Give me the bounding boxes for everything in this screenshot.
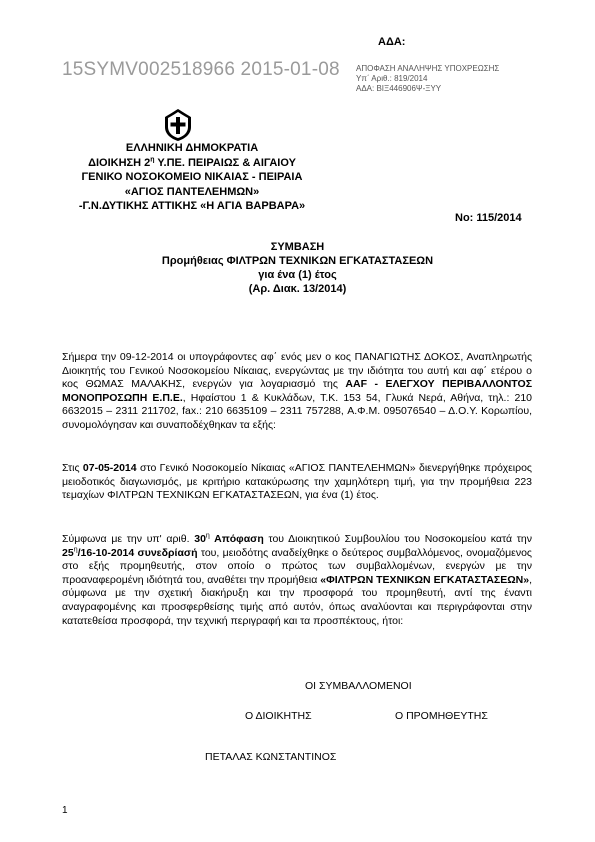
ada-info-block	[356, 64, 499, 94]
header-line: ΕΛΛΗΝΙΚΗ ΔΗΜΟΚΡΑΤΙΑ	[125, 142, 259, 154]
supplier-label: Ο ΠΡΟΜΗΘΕΥΤΗΣ	[395, 710, 488, 722]
page-number: 1	[62, 805, 68, 816]
contracting-parties-label: ΟΙ ΣΥΜΒΑΛΛΟΜΕΝΟΙ	[305, 680, 412, 692]
ada-info-line: Υπ΄ Αριθ.: 819/2014	[356, 74, 428, 83]
contract-title	[0, 240, 595, 296]
ada-label: ΑΔΑ:	[378, 36, 406, 48]
title-line: ΣΥΜΒΑΣΗ	[270, 241, 325, 253]
ada-info-line: ΑΔΑ: ΒΙΞ446906Ψ-ΞΥΥ	[356, 84, 442, 93]
paragraph-parties: Σήμερα την 09-12-2014 οι υπογράφοντες αφ΄ ενός μεν ο κος ΠΑΝΑΓΙΩΤΗΣ ΔΟΚΟΣ, Αναπληρωτής Διοικητής του Γενικού Νοσοκομείου Νίκαιας, ενεργώντας με την ιδιότητα του αυτή και αφ΄ ετέρου ο κος ΘΩΜΑΣ ΜΑΛΑΚΗΣ, ενεργών για λογαριασμό της AAF - ΕΛΕΓΧΟΥ ΠΕΡΙΒΑΛΛΟΝΤΟΣ ΜΟΝΟΠΡΟΣΩΠΗ Ε.Π.Ε., Ηφαίστου 1 & Κυκλάδων, Τ.Κ. 153 54, Γλυκά Νερά, Αθήνα, τηλ.: 210 6632015 – 2311 211702, fax.: 210 6635109 – 2311 757288, Α.Φ.Μ. 095076540 – Δ.Ο.Υ. Κορωπίου, συνομολόγησαν και συναποδέχθηκαν τα εξής:	[62, 351, 533, 431]
title-line: Προμήθειας ΦΙΛΤΡΩΝ ΤΕΧΝΙΚΩΝ ΕΓΚΑΤΑΣΤΑΣΕΩΝ	[161, 255, 434, 267]
director-name: ΠΕΤΑΛΑΣ ΚΩΝΣΤΑΝΤΙΝΟΣ	[205, 751, 337, 763]
title-line: για ένα (1) έτος	[258, 269, 337, 281]
header-line: ΓΕΝΙΚΟ ΝΟΣΟΚΟΜΕΙΟ ΝΙΚΑΙΑΣ - ΠΕΙΡΑΙΑ	[81, 171, 303, 183]
paragraph-award: Σύμφωνα με την υπ' αριθ. $30^\eta$ Απόφαση του Διοικητικού Συμβουλίου του Νοσοκομείου κατά την $25^\eta/16-10-2014$ συνεδρίασή του, μειοδότης αναδείχθηκε ο δεύτερος συμβαλλόμενος, ονομαζόμενος στο εξής προμηθευτής, στον οποίο ο πρώτος των συμβαλλομένων, ενεργών με την προαναφερομένη ιδιότητά του, αναθέτει την προμήθεια «ΦΙΛΤΡΩΝ ΤΕΧΝΙΚΩΝ ΕΓΚΑΤΑΣΤΑΣΕΩΝ», σύμφωνα με την σχετική διακήρυξη και την προσφορά του προμηθευτή, αντί της έναντι αναγραφομένης και προσφερθείσης τιμής από αυτόν, όπως αναλύονται και περιγράφονται στην κατατεθείσα προσφορά, την τεχνική περιγραφή και τα προσπέκτους, ήτοι:	[62, 532, 532, 627]
header-line: «ΑΓΙΟΣ ΠΑΝΤΕΛΕΗΜΩΝ»	[124, 185, 260, 198]
header-line: -Γ.Ν.ΔΥΤΙΚΗΣ ΑΤΤΙΚΗΣ «Η ΑΓΙΑ ΒΑΡΒΑΡΑ»	[78, 200, 306, 212]
issuer-header	[62, 141, 322, 214]
title-line: (Αρ. Διακ. 13/2014)	[248, 283, 347, 295]
paragraph-tender: Στις 07-05-2014 στο Γενικό Νοσοκομείο Νίκαιας «ΑΓΙΟΣ ΠΑΝΤΕΛΕΗΜΩΝ» διενεργήθηκε πρόχειρος μειοδοτικός διαγωνισμός, με κριτήριο κατακύρωσης την χαμηλότερη τιμή, για την προμήθεια 223 τεμαχίων ΦΙΛΤΡΩΝ ΤΕΧΝΙΚΩΝ ΕΓΚΑΤΑΣΤΑΣΕΩΝ, για ένα (1) έτος.	[62, 462, 532, 502]
ada-info-line: ΑΠΟΦΑΣΗ ΑΝΑΛΗΨΗΣ ΥΠΟΧΡΕΩΣΗΣ	[356, 64, 500, 73]
header-line: ΔΙΟΙΚΗΣΗ $2^\eta$ Υ.ΠΕ. ΠΕΙΡΑΙΩΣ & ΑΙΓΑΙΟΥ	[88, 155, 296, 169]
director-label: Ο ΔΙΟΙΚΗΤΗΣ	[245, 710, 312, 722]
contract-number: Νο: 115/2014	[455, 212, 522, 224]
greek-emblem-icon	[163, 108, 193, 142]
document-stamp: 15SYMV002518966 2015-01-08	[62, 59, 340, 80]
